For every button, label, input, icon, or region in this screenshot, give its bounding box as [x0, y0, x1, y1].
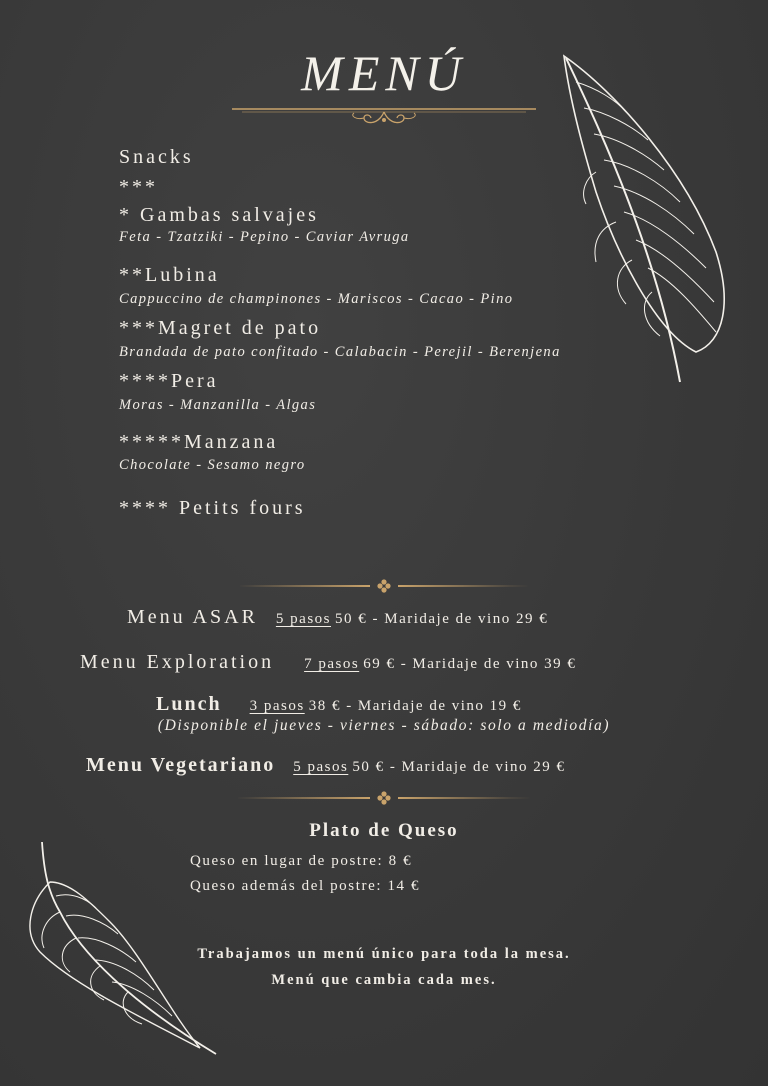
ornament-divider-icon [236, 790, 532, 806]
course-name: * Gambas salvajes [119, 204, 319, 226]
course-separator: *** [119, 176, 158, 198]
menu-price: 50 € - Maridaje de vino 29 € [352, 759, 566, 775]
lunch-note: (Disponible el jueves - viernes - sábado: solo a mediodía) [157, 717, 611, 734]
cheese-title: Plato de Queso [309, 820, 459, 841]
course-description: Moras - Manzanilla - Algas [119, 397, 317, 413]
footer-line: Trabajamos un menú único para toda la mesa. [197, 946, 571, 962]
course-description: Brandada de pato confitado - Calabacin - Perejil - Berenjena [119, 344, 561, 360]
menu-name: Menu Vegetariano [86, 754, 276, 776]
course-name: *****Manzana [119, 431, 279, 453]
course-description: Cappuccino de champinones - Mariscos - Cacao - Pino [119, 291, 514, 307]
course-name: ****Pera [119, 370, 219, 392]
cheese-line: Queso en lugar de postre: 8 € [190, 853, 413, 869]
menu-name: Lunch [156, 693, 222, 715]
ornament-divider-icon [238, 578, 530, 594]
menu-line-lunch [156, 693, 522, 716]
course-description: Feta - Tzatziki - Pepino - Caviar Avruga [119, 229, 410, 245]
menu-pasos: 5 pasos [275, 611, 331, 627]
menu-price: 38 € - Maridaje de vino 19 € [308, 698, 522, 714]
menu-line-asar [127, 606, 548, 629]
course-name: **Lubina [119, 264, 220, 286]
course-name: **** Petits fours [119, 497, 306, 519]
menu-pasos: 3 pasos [249, 698, 305, 714]
course-name: ***Magret de pato [119, 317, 322, 339]
menu-price: 50 € - Maridaje de vino 29 € [335, 611, 549, 627]
menu-name: Menu Exploration [80, 651, 275, 673]
menu-line-vegetariano [86, 754, 566, 777]
course-description: Chocolate - Sesamo negro [119, 457, 306, 473]
menu-line-exploration [80, 651, 576, 674]
page-title: MENÚ [301, 45, 467, 101]
course-snacks: Snacks [119, 146, 194, 168]
footer-line: Menú que cambia cada mes. [271, 972, 497, 988]
cheese-line: Queso además del postre: 14 € [190, 878, 421, 894]
menu-price: 69 € - Maridaje de vino 39 € [363, 656, 577, 672]
menu-pasos: 5 pasos [293, 759, 349, 775]
menu-pasos: 7 pasos [304, 656, 360, 672]
title-ornament-icon [232, 98, 536, 132]
feather-icon [556, 52, 736, 386]
menu-name: Menu ASAR [127, 606, 258, 628]
